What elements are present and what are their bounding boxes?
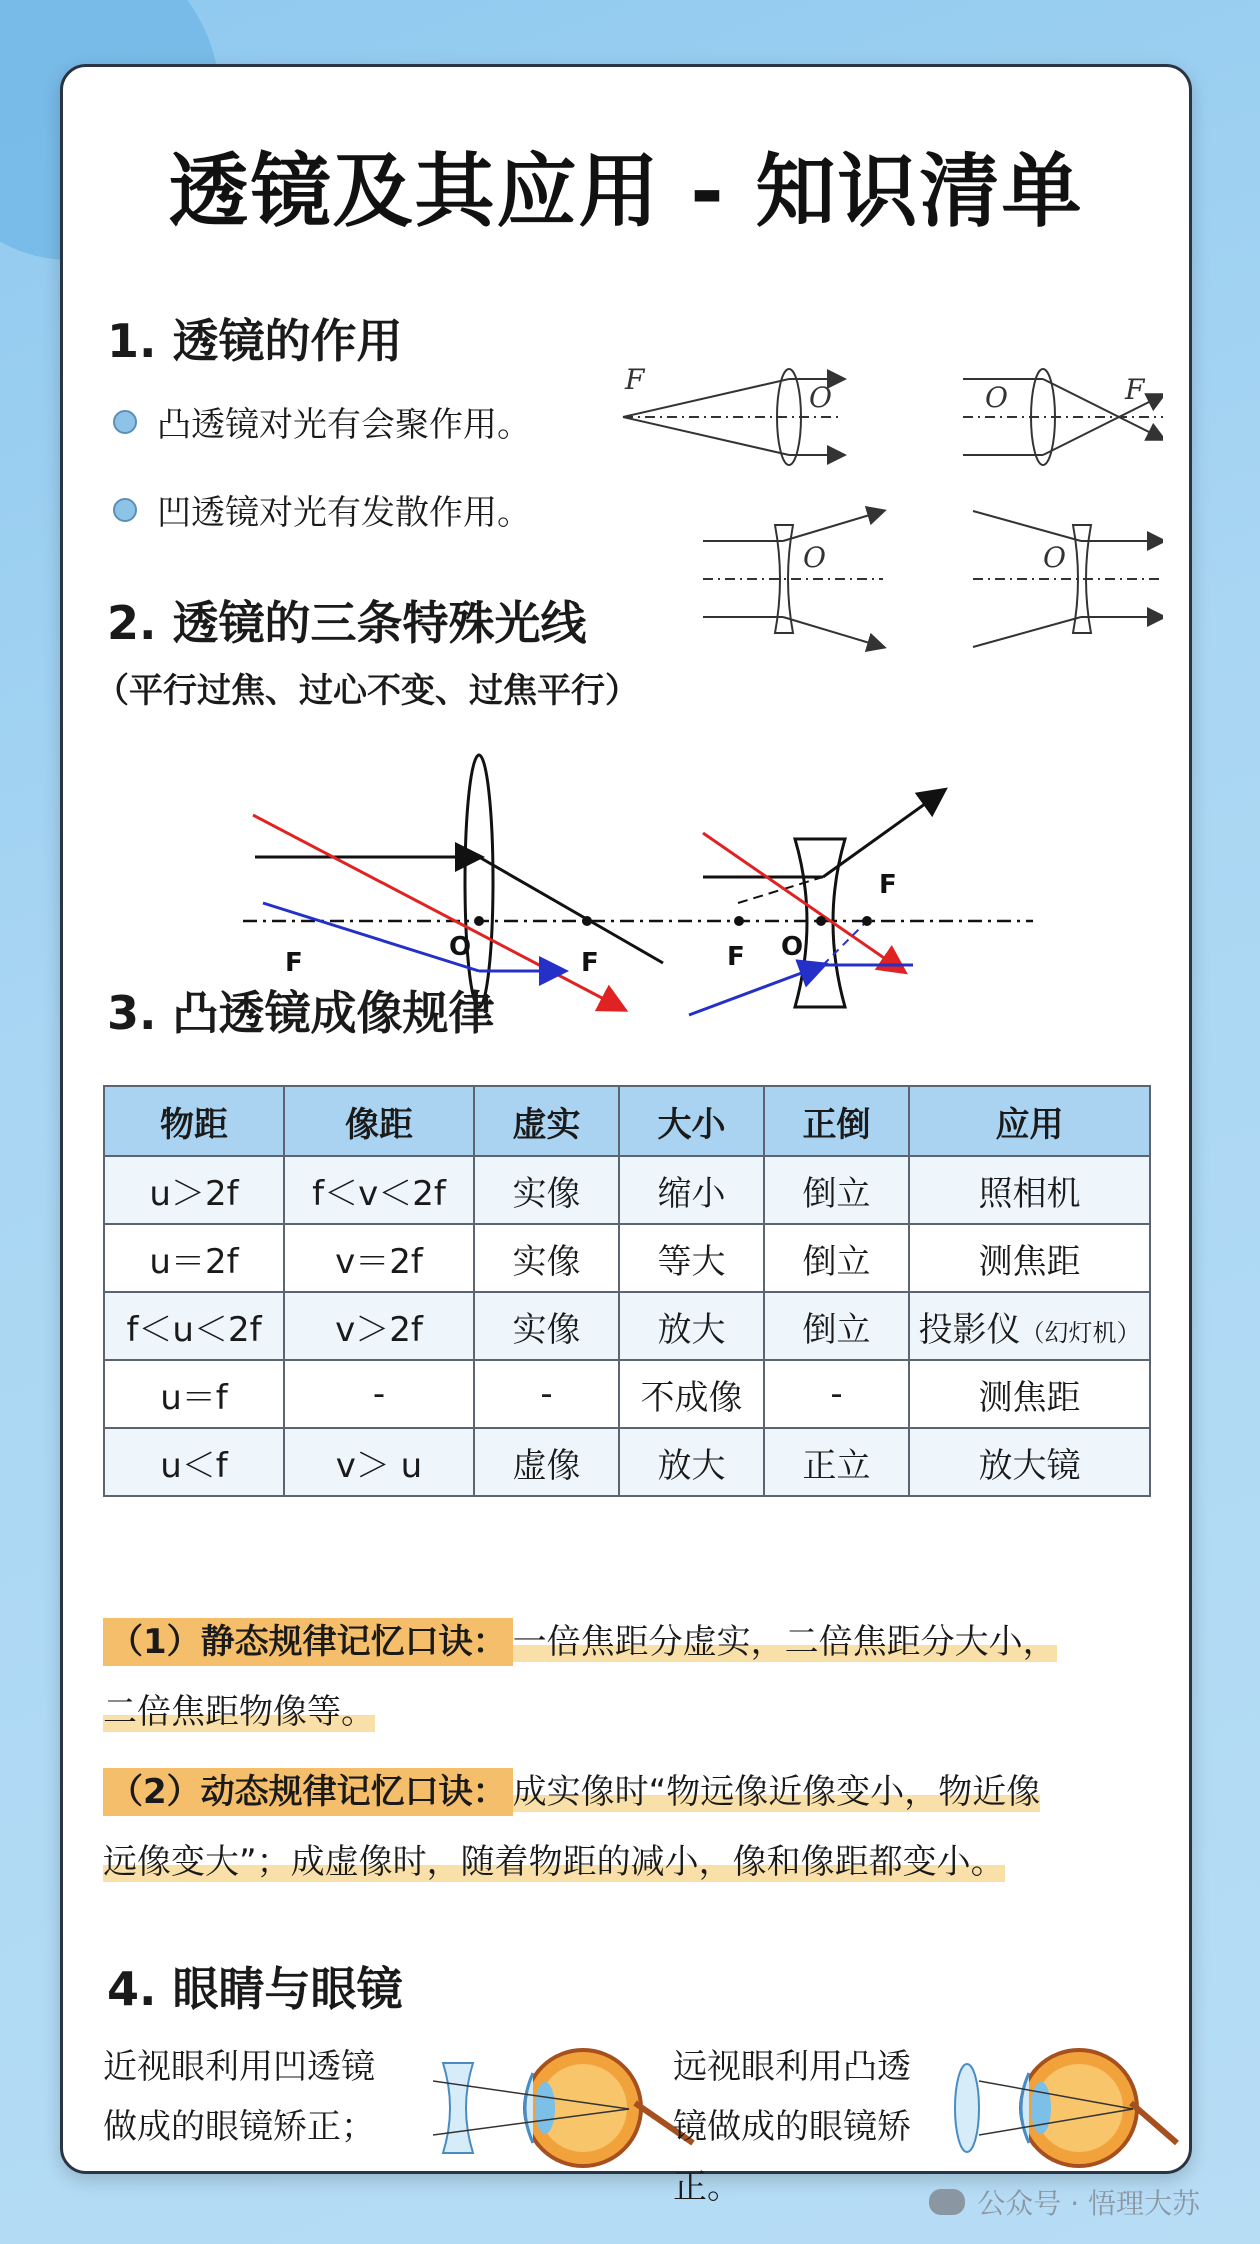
mnemonic-2-text-b: 远像变大”；成虚像时，随着物距的减小，像和像距都变小。	[103, 1842, 1005, 1882]
static-mnemonic	[103, 1607, 1163, 1747]
imaging-rules-table	[103, 1085, 1151, 1497]
col-size: 大小	[619, 1086, 764, 1156]
svg-text:F: F	[879, 870, 897, 900]
svg-text:O: O	[449, 932, 472, 962]
concave-special-rays	[689, 791, 943, 1015]
col-object-distance: 物距	[104, 1086, 284, 1156]
convex-lens-icon	[955, 2064, 979, 2152]
bullet-convex: 凸透镜对光有会聚作用。	[113, 397, 531, 446]
table-row: u＞2f f＜v＜2f 实像 缩小 倒立 照相机	[104, 1156, 1150, 1224]
section-2-note: （平行过焦、过心不变、过焦平行）	[95, 671, 639, 711]
section-1-heading: 1. 透镜的作用	[103, 305, 413, 371]
center-label: O	[809, 381, 832, 414]
col-orientation: 正倒	[764, 1086, 909, 1156]
svg-text:F: F	[285, 948, 303, 978]
concave-lens-parallel	[973, 511, 1163, 647]
col-application: 应用	[909, 1086, 1150, 1156]
concave-lens-diverging	[703, 511, 883, 647]
table-row: u＜f v＞ u 虚像 放大 正立 放大镜	[104, 1428, 1150, 1496]
col-image-distance: 像距	[284, 1086, 474, 1156]
table-row: u＝2f v＝2f 实像 等大 倒立 测焦距	[104, 1224, 1150, 1292]
section-2-heading: 2. 透镜的三条特殊光线	[103, 587, 597, 653]
hyperopia-eye-diagram	[943, 2043, 1183, 2173]
bullet-concave: 凹透镜对光有发散作用。	[113, 485, 531, 534]
concave-lens-icon	[443, 2063, 473, 2153]
myopia-text: 近视眼利用凹透镜 做成的眼镜矫正；	[103, 2047, 375, 2147]
mnemonic-1-text-a: 一倍焦距分虚实，二倍焦距分大小，	[512, 1622, 1057, 1662]
section-3-heading: 3. 凸透镜成像规律	[103, 977, 505, 1043]
table-row: u＝f - - 不成像 - 测焦距	[104, 1360, 1150, 1428]
mnemonic-2-text-a: 成实像时“物远像近像变小，物近像	[512, 1772, 1041, 1812]
svg-text:O: O	[781, 932, 804, 962]
mnemonic-1-text-b: 二倍焦距物像等。	[103, 1692, 375, 1732]
svg-text:O: O	[985, 381, 1008, 414]
dynamic-mnemonic	[103, 1757, 1163, 1897]
lens-effect-diagrams	[603, 289, 1163, 669]
svg-text:F: F	[581, 948, 599, 978]
focus-label: F	[625, 363, 645, 396]
wechat-icon	[929, 2189, 965, 2215]
section-4-heading: 4. 眼睛与眼镜	[103, 1953, 413, 2019]
myopia-eye-diagram	[433, 2043, 703, 2173]
bullet-dot	[113, 498, 137, 522]
convex-special-rays	[243, 755, 1033, 1009]
mnemonic-1-label: （1）静态规律记忆口诀：	[103, 1618, 513, 1666]
bullet-dot	[113, 410, 137, 434]
svg-text:F: F	[1125, 373, 1145, 406]
svg-text:O: O	[803, 541, 826, 574]
svg-text:F: F	[727, 942, 745, 972]
mnemonic-2-label: （2）动态规律记忆口诀：	[103, 1768, 513, 1816]
watermark: 公众号 · 悟理大苏	[929, 2182, 1200, 2222]
svg-text:O: O	[1043, 541, 1066, 574]
table-header-row	[104, 1086, 1150, 1156]
page-title: 透镜及其应用 - 知识清单	[168, 145, 1084, 238]
col-real-virtual: 虚实	[474, 1086, 619, 1156]
projector-note: （幻灯机）	[1020, 1318, 1141, 1347]
hyperopia-text: 远视眼利用凸透 镜做成的眼镜矫 正。	[673, 2047, 911, 2207]
table-row: f＜u＜2f v＞2f 实像 放大 倒立 投影仪（幻灯机）	[104, 1292, 1150, 1360]
